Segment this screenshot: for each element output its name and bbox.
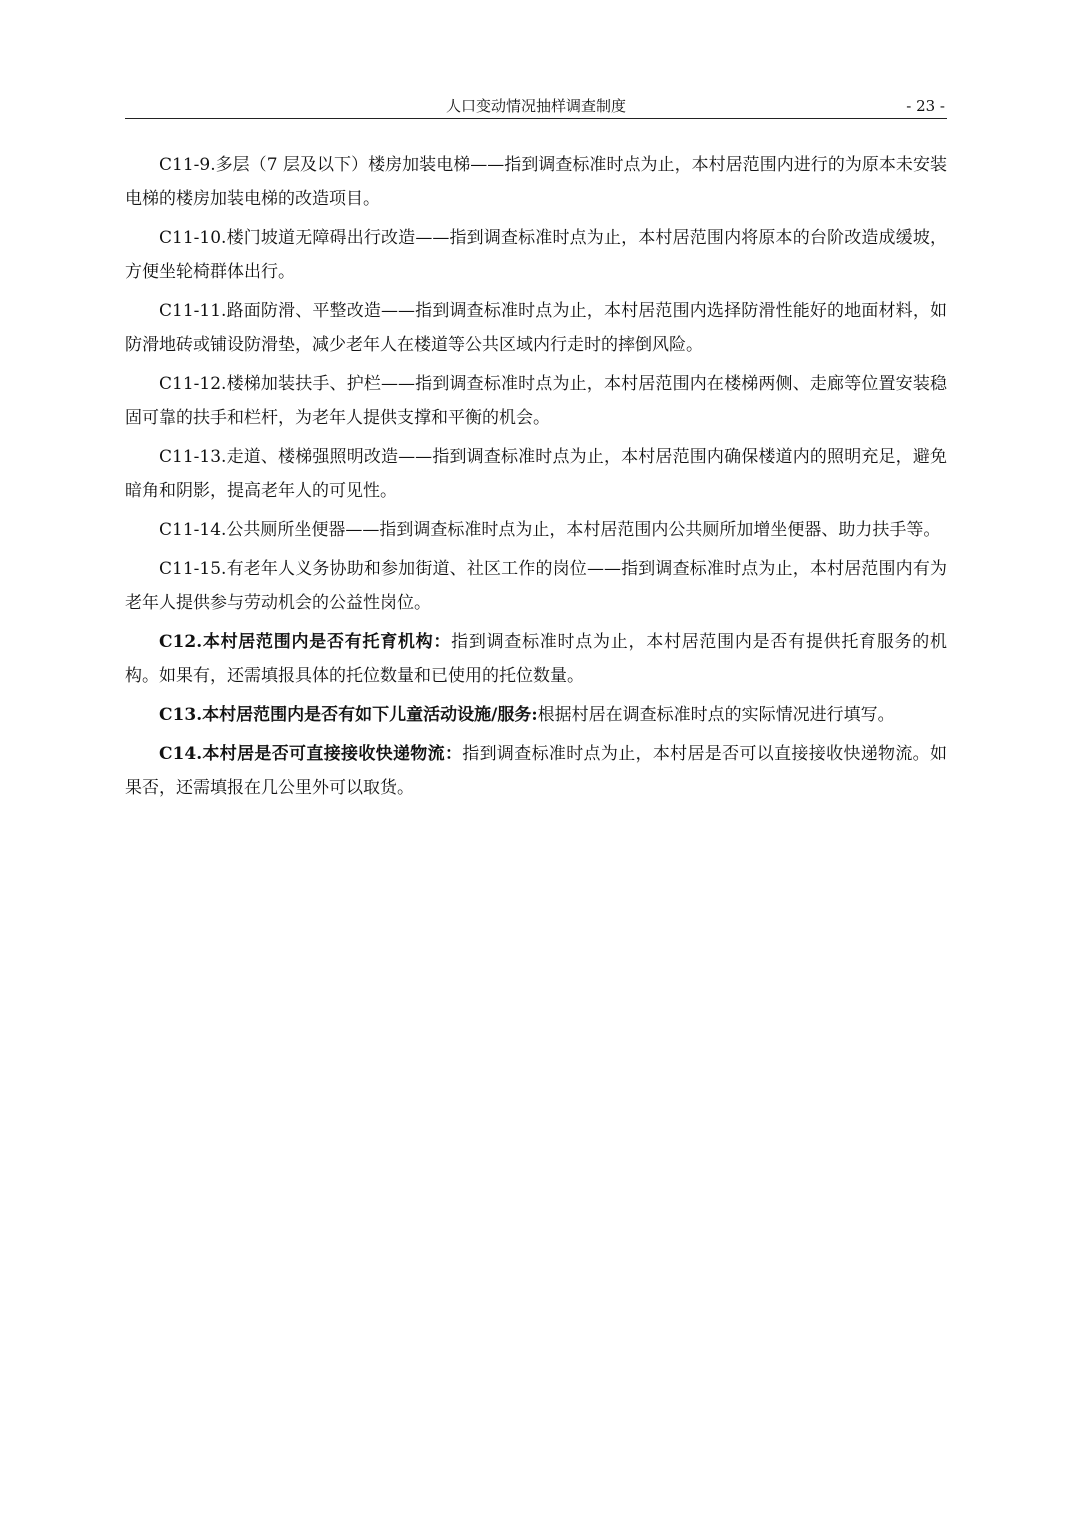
paragraph-term: C13.本村居范围内是否有如下儿童活动设施/服务: xyxy=(159,705,538,725)
paragraph-text: C11-15.有老年人义务协助和参加街道、社区工作的岗位——指到调查标准时点为止，本村居范围内有为老年人提供参与劳动机会的公益性岗位。 xyxy=(125,559,947,613)
paragraph-text: C11-11.路面防滑、平整改造——指到调查标准时点为止，本村居范围内选择防滑性能好的地面材料，如防滑地砖或铺设防滑垫，减少老年人在楼道等公共区域内行走时的摔倒风险。 xyxy=(125,301,947,355)
paragraph-text: C11-9.多层（7 层及以下）楼房加装电梯——指到调查标准时点为止，本村居范围内进行的为原本未安装电梯的楼房加装电梯的改造项目。 xyxy=(125,155,947,209)
paragraph-text: 指到调查标准时点为止，本村居范围内是否有提供托育服务的机构。如果有，还需填报具体的托位数量和已使用的托位数量。 xyxy=(125,632,947,686)
paragraph-c11-10 xyxy=(125,221,947,289)
paragraph-text: C11-14.公共厕所坐便器——指到调查标准时点为止，本村居范围内公共厕所加增坐便器、助力扶手等。 xyxy=(159,520,941,540)
paragraph-text: 指到调查标准时点为止，本村居是否可以直接接收快递物流。如果否，还需填报在几公里外可以取货。 xyxy=(125,744,948,798)
paragraph-c11-15 xyxy=(125,552,947,620)
paragraph-c12 xyxy=(125,625,947,693)
paragraph-c11-12 xyxy=(125,367,947,435)
header-title: 人口变动情况抽样调查制度 xyxy=(445,97,626,115)
paragraph-c14 xyxy=(125,737,947,805)
paragraph-c11-11 xyxy=(125,294,947,362)
paragraph-c13 xyxy=(125,698,947,732)
paragraph-text: 根据村居在调查标准时点的实际情况进行填写。 xyxy=(537,705,895,725)
paragraph-text: C11-10.楼门坡道无障碍出行改造——指到调查标准时点为止，本村居范围内将原本的台阶改造成缓坡，方便坐轮椅群体出行。 xyxy=(125,228,947,282)
paragraph-term: C12.本村居范围内是否有托育机构： xyxy=(159,632,452,652)
paragraph-text: C11-12.楼梯加装扶手、护栏——指到调查标准时点为止，本村居范围内在楼梯两侧、走廊等位置安装稳固可靠的扶手和栏杆，为老年人提供支撑和平衡的机会。 xyxy=(125,374,947,428)
paragraph-c11-14 xyxy=(125,513,947,547)
paragraph-text: C11-13.走道、楼梯强照明改造——指到调查标准时点为止，本村居范围内确保楼道内的照明充足，避免暗角和阴影，提高老年人的可见性。 xyxy=(125,447,947,501)
page-header xyxy=(125,94,947,119)
paragraph-c11-9 xyxy=(125,148,947,216)
page-number: - 23 - xyxy=(906,97,945,115)
paragraph-term: C14.本村居是否可直接接收快递物流： xyxy=(159,744,463,764)
document-body xyxy=(125,148,947,810)
paragraph-c11-13 xyxy=(125,440,947,508)
